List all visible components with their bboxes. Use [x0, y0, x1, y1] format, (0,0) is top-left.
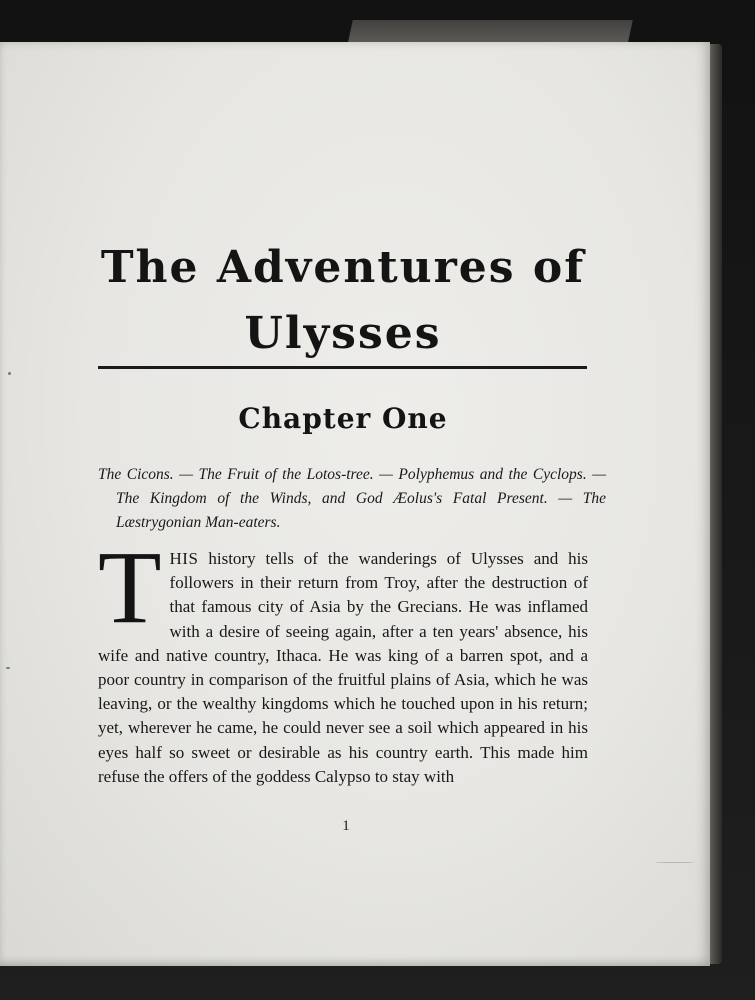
paper-scratch [655, 862, 695, 863]
drop-cap: T [98, 530, 162, 645]
chapter-heading: Chapter One [238, 402, 448, 435]
opening-caps: HIS [169, 549, 199, 568]
page-number: 1 [342, 818, 350, 834]
title-line-1: The Adventures of [100, 242, 586, 293]
body-paragraph [98, 530, 588, 789]
paper-speck [8, 372, 11, 375]
paper-speck [6, 667, 10, 669]
title-line-2: Ulysses [244, 308, 442, 359]
title-rule [98, 366, 587, 369]
chapter-synopsis: The Cicons. — The Fruit of the Lotos-tree. — Polyphemus and the Cyclops. — The Kingdom of the Winds, and God Æolus's Fatal Present. — The Læstrygonian Man-eaters. [98, 466, 606, 531]
body-text: history tells of the wanderings of Ulysses and his followers in their return from Troy, after the destruction of that famous city of Asia by the Grecians. He was inflamed with a desire of seeing again, after a ten years' absence, his wife and native country, Ithaca. He was king of a barren spot, and a poor country in comparison of the fruitful plains of Asia, which he was leaving, or the wealthy kingdoms which he touched upon in his return; yet, wherever he came, he could never see a soil which appeared in his eyes half so sweet or desirable as his country earth. This made him refuse the offers of the goddess Calypso to stay with [98, 549, 588, 786]
book-title [98, 235, 588, 367]
